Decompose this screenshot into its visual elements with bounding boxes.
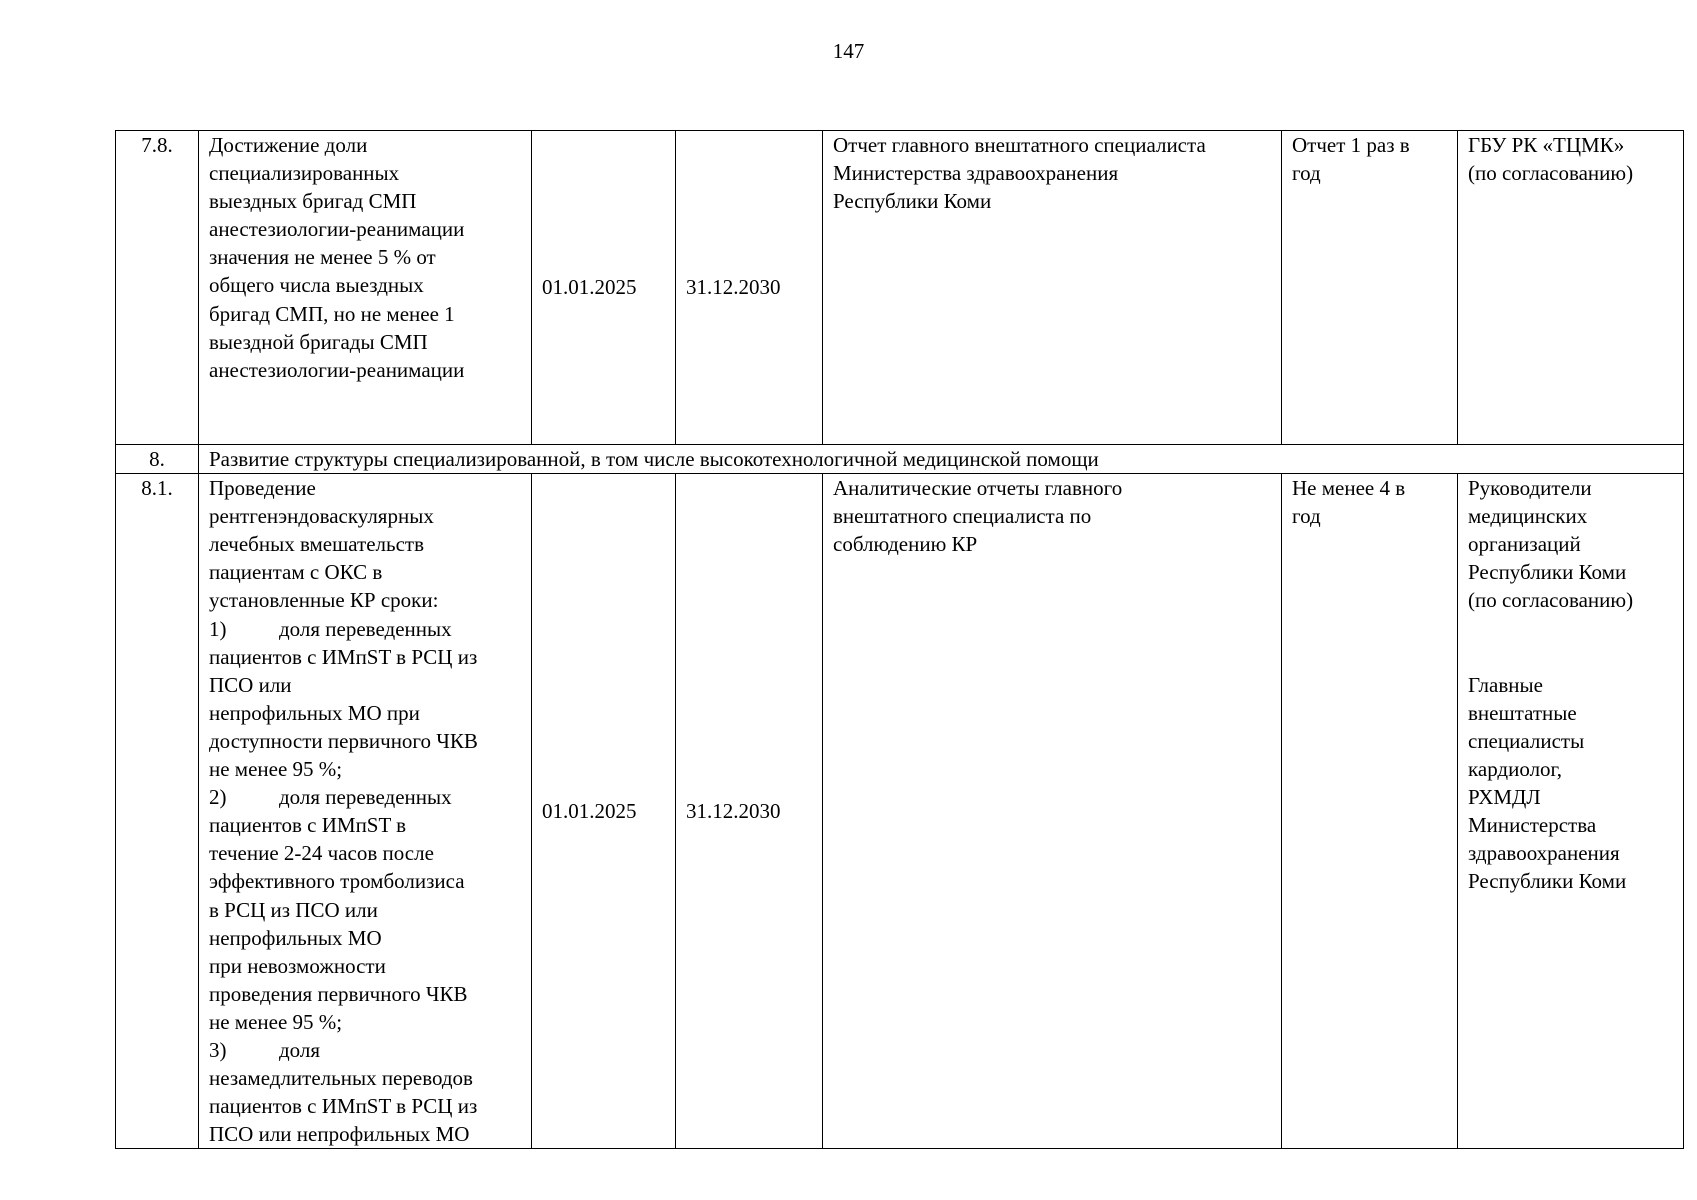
text-line: рентгенэндоваскулярных — [209, 504, 434, 529]
text-line: здравоохранения — [1468, 841, 1620, 866]
report-frequency — [1282, 131, 1458, 445]
list-marker: 3) — [209, 1037, 227, 1062]
text-line: медицинских — [1468, 504, 1588, 529]
end-date: 31.12.2030 — [676, 474, 823, 1149]
text-line: Отчет главного внештатного специалиста — [833, 133, 1206, 157]
text-line: год — [1292, 161, 1321, 186]
text-line: лечебных вмешательств — [209, 532, 425, 557]
text-line: Достижение доли — [209, 133, 368, 157]
text-line: ГБУ РК «ТЦМК» — [1468, 133, 1625, 157]
text-line: специалисты — [1468, 728, 1585, 753]
list-item-2 — [209, 783, 521, 811]
text-line: в РСЦ из ПСО или — [209, 897, 378, 922]
text-line: организаций — [1468, 532, 1581, 557]
measures-table — [115, 130, 1684, 1149]
measure-name — [199, 131, 532, 445]
text-line: соблюдению КР — [833, 532, 978, 557]
measure-name — [199, 474, 532, 1149]
text-line: бригад СМП, но не менее 1 — [209, 301, 455, 326]
text-line: анестезиологии-реанимации — [209, 217, 465, 242]
text-line: пациентов с ИМпST в — [209, 813, 407, 838]
section-number: 8. — [116, 445, 199, 474]
text-line: кардиолог, — [1468, 757, 1563, 782]
text-line: незамедлительных переводов — [209, 1066, 473, 1091]
text-line: Республики Коми — [1468, 869, 1627, 894]
section-title: Развитие структуры специализированной, в том числе высокотехнологичной медицинской помощи — [199, 445, 1684, 474]
text-line: Не менее 4 в — [1292, 476, 1406, 501]
text-line: Республики Коми — [1468, 560, 1627, 585]
end-date: 31.12.2030 — [676, 131, 823, 445]
list-item-1 — [209, 615, 521, 643]
start-date: 01.01.2025 — [532, 131, 676, 445]
start-date: 01.01.2025 — [532, 474, 676, 1149]
text-line: анестезиологии-реанимации — [209, 357, 465, 382]
text-line: внештатного специалиста по — [833, 504, 1092, 529]
text-line: пациентов с ИМпST в РСЦ из — [209, 644, 478, 669]
report-form — [823, 131, 1282, 445]
blank-line — [1468, 615, 1673, 643]
text-line: год — [1292, 504, 1321, 529]
text-line: доля переведенных — [279, 785, 452, 810]
text-line: выездной бригады СМП — [209, 329, 428, 354]
text-line: Министерства — [1468, 813, 1597, 838]
text-line: Главные — [1468, 672, 1543, 697]
list-item-3 — [209, 1036, 521, 1064]
responsible — [1458, 131, 1684, 445]
text-line: Министерства здравоохранения — [833, 161, 1119, 186]
table-row — [116, 131, 1684, 445]
responsible — [1458, 474, 1684, 1149]
blank-line — [1468, 643, 1673, 671]
list-marker: 2) — [209, 785, 227, 810]
text-line: ПСО или — [209, 672, 292, 697]
text-line: доля переведенных — [279, 616, 452, 641]
text-line: непрофильных МО при — [209, 700, 420, 725]
text-line: эффективного тромболизиса — [209, 869, 465, 894]
text-line: не менее 95 %; — [209, 757, 343, 782]
text-line: проведения первичного ЧКВ — [209, 981, 468, 1006]
page-number: 147 — [832, 39, 865, 63]
text-line: Проведение — [209, 476, 316, 501]
report-form — [823, 474, 1282, 1149]
text-line: Аналитические отчеты главного — [833, 476, 1123, 501]
text-line: при невозможности — [209, 953, 386, 978]
text-line: общего числа выездных — [209, 273, 424, 298]
text-line: Руководители — [1468, 476, 1592, 501]
text-line: доступности первичного ЧКВ — [209, 728, 478, 753]
text-line: установленные КР сроки: — [209, 588, 439, 613]
text-line: выездных бригад СМП — [209, 189, 417, 214]
row-number: 8.1. — [116, 474, 199, 1149]
list-marker: 1) — [209, 616, 227, 641]
text-line: ПСО или непрофильных МО — [209, 1122, 470, 1147]
text-line: не менее 95 %; — [209, 1009, 343, 1034]
text-line: непрофильных МО — [209, 925, 382, 950]
text-line: течение 2-24 часов после — [209, 841, 434, 866]
text-line: внештатные — [1468, 700, 1577, 725]
section-row — [116, 445, 1684, 474]
text-line: (по согласованию) — [1468, 161, 1634, 186]
text-line: специализированных — [209, 161, 400, 186]
table-row — [116, 474, 1684, 1149]
text-line: РХМДЛ — [1468, 785, 1541, 810]
text-line: Отчет 1 раз в — [1292, 133, 1410, 157]
text-line: Республики Коми — [833, 189, 992, 214]
text-line: значения не менее 5 % от — [209, 245, 436, 270]
text-line: доля — [279, 1037, 321, 1062]
text-line: (по согласованию) — [1468, 588, 1634, 613]
text-line: пациентов с ИМпST в РСЦ из — [209, 1094, 478, 1119]
report-frequency — [1282, 474, 1458, 1149]
row-number: 7.8. — [116, 131, 199, 445]
text-line: пациентам с ОКС в — [209, 560, 383, 585]
